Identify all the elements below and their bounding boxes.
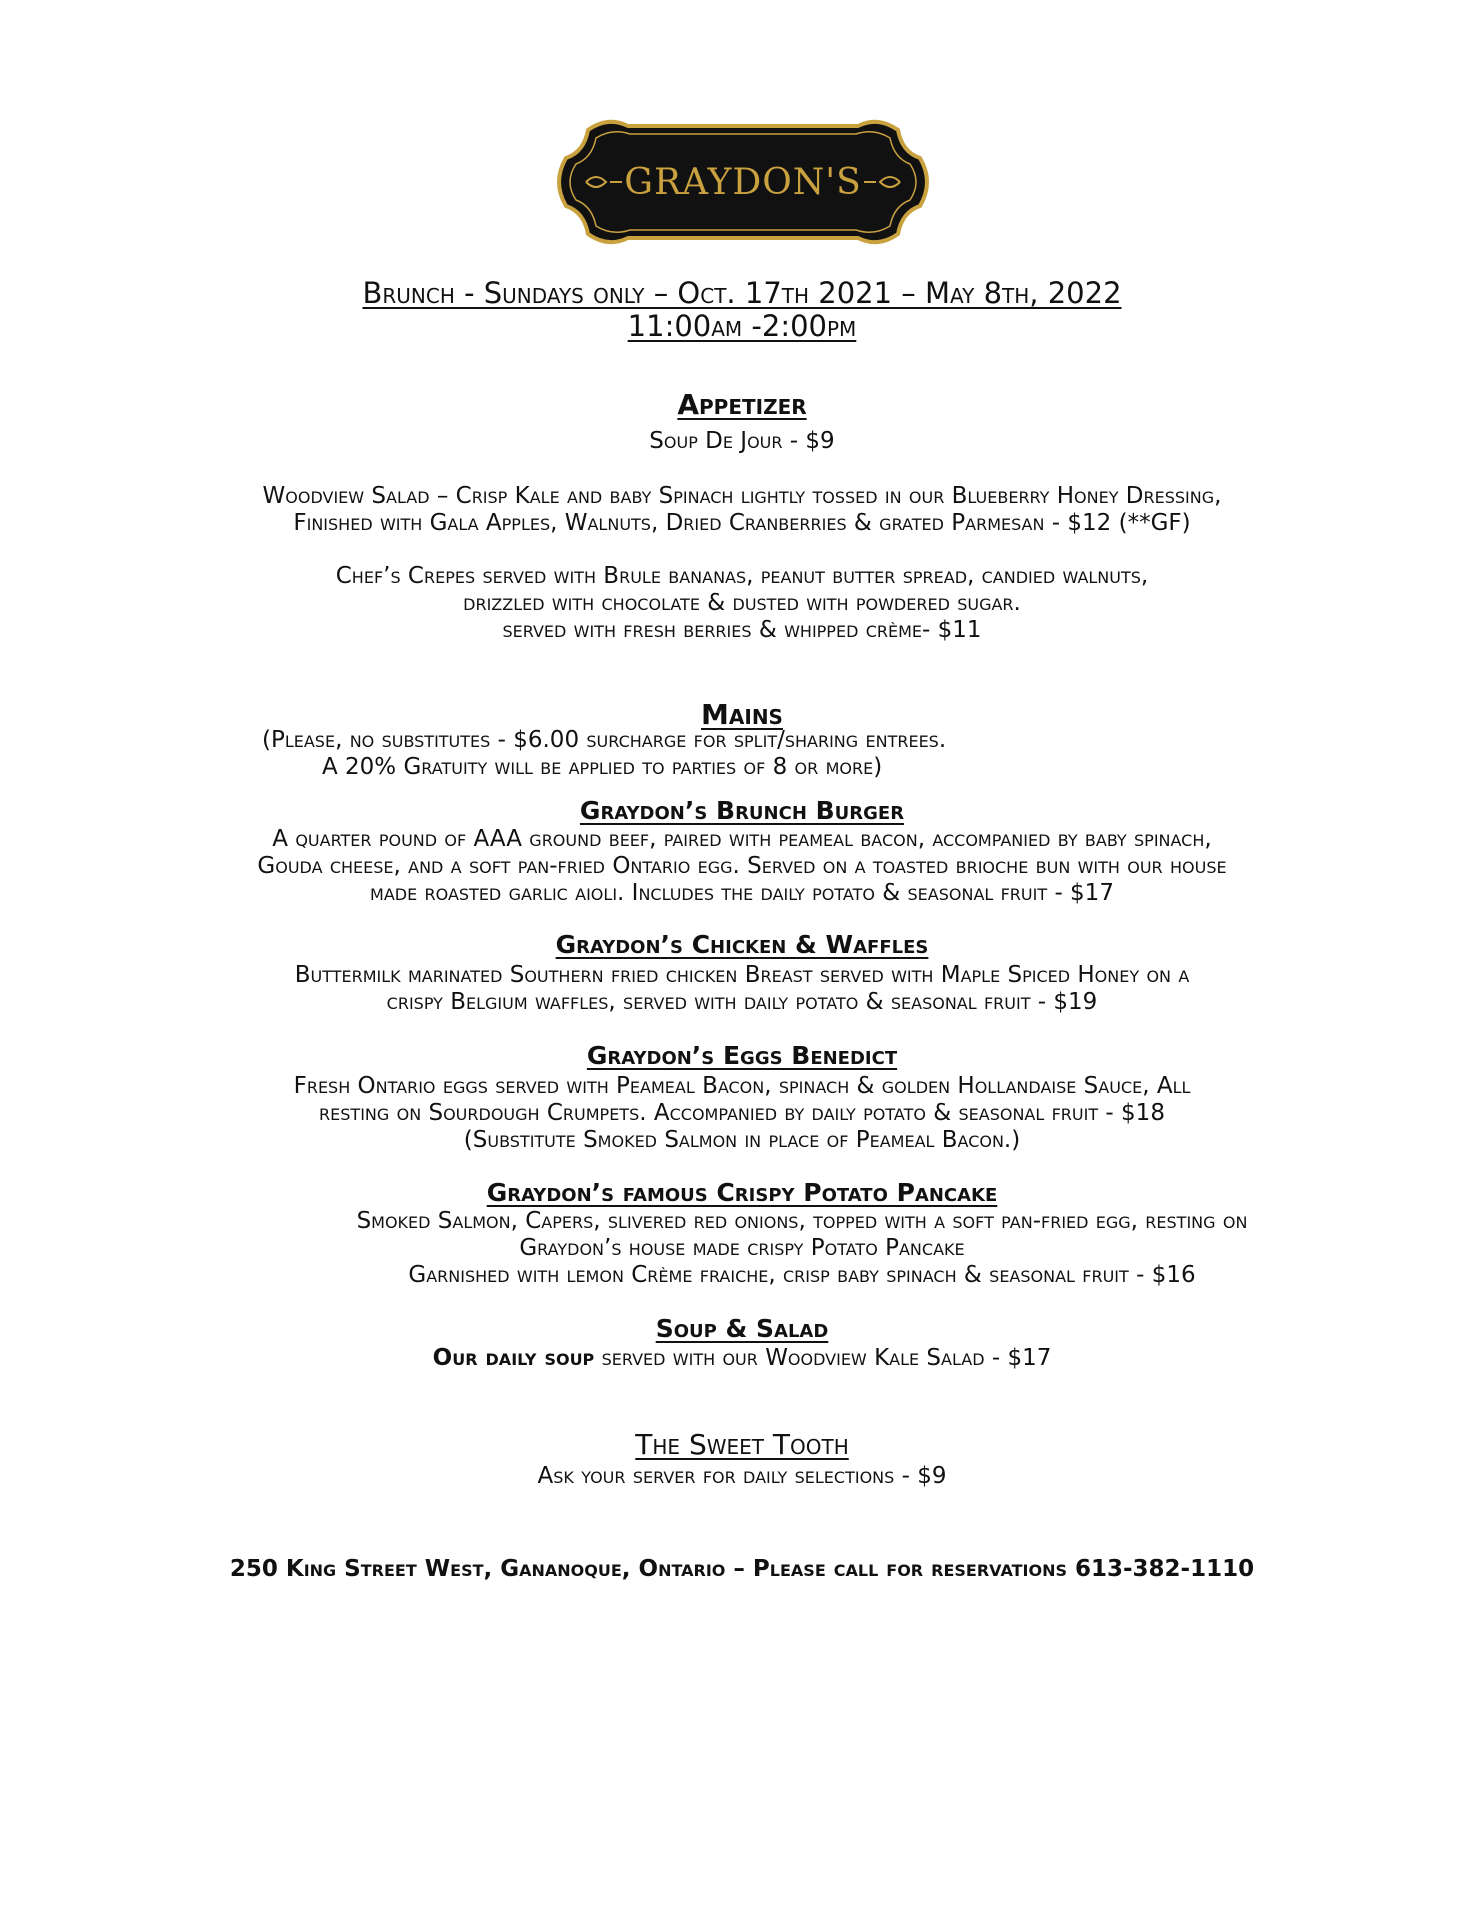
address-reservations-footer: 250 King Street West, Gananoque, Ontario – Please call for reservations 613-382-1110 [229,1556,1255,1582]
potato-pancake-line3: Garnished with lemon Crème fraiche, crisp baby spinach & seasonal fruit - $16 [408,1262,1196,1288]
potato-pancake-line1: Smoked Salmon, Capers, slivered red onions, topped with a soft pan-fried egg, resting on [356,1208,1248,1234]
chicken-waffles-title: Graydon’s Chicken & Waffles [555,930,929,959]
potato-pancake-title: Graydon’s famous Crispy Potato Pancake [486,1178,998,1207]
potato-pancake-line2: Graydon’s house made crispy Potato Pancake [519,1235,965,1261]
mains-note-line2: A 20% Gratuity will be applied to parties of 8 or more) [322,754,883,780]
brunch-dates-heading: Brunch - Sundays only – Oct. 17th 2021 – May 8th, 2022 [362,276,1122,310]
appetizer-section-title: Appetizer [677,388,807,421]
eggs-benedict-title: Graydon’s Eggs Benedict [586,1041,898,1070]
mains-note-line1: (Please, no substitutes - $6.00 surcharge for split/sharing entrees. [262,727,947,753]
chicken-waffles-line1: Buttermilk marinated Southern fried chicken Breast served with Maple Spiced Honey on a [294,962,1190,988]
soup-salad-bold-part: Our daily soup [432,1345,595,1371]
brunch-burger-title: Graydon’s Brunch Burger [579,796,905,825]
chefs-crepes-line2: drizzled with chocolate & dusted with powdered sugar. [463,590,1021,616]
brunch-burger-line1: A quarter pound of AAA ground beef, paired with peameal bacon, accompanied by baby spinach, [272,826,1212,852]
soup-salad-rest: served with our Woodview Kale Salad - $17 [594,1345,1052,1371]
chicken-waffles-line2: crispy Belgium waffles, served with daily potato & seasonal fruit - $19 [386,989,1098,1015]
sweet-tooth-section-title: The Sweet Tooth [635,1428,849,1461]
brunch-burger-line2: Gouda cheese, and a soft pan-fried Ontario egg. Served on a toasted brioche bun with our house [257,853,1227,879]
woodview-salad-line2: Finished with Gala Apples, Walnuts, Dried Cranberries & grated Parmesan - $12 (**GF) [293,510,1191,536]
eggs-benedict-line2: resting on Sourdough Crumpets. Accompanied by daily potato & seasonal fruit - $18 [319,1100,1165,1126]
eggs-benedict-line3: (Substitute Smoked Salmon in place of Peameal Bacon.) [463,1127,1021,1153]
chefs-crepes-line3: served with fresh berries & whipped crème- $11 [502,617,982,643]
soup-salad-description [0,1345,1484,1371]
soup-de-jour-item: Soup De Jour - $9 [649,428,835,454]
sweet-tooth-line1: Ask your server for daily selections - $9 [537,1463,947,1489]
soup-salad-title: Soup & Salad [655,1314,829,1343]
eggs-benedict-line1: Fresh Ontario eggs served with Peameal Bacon, spinach & golden Hollandaise Sauce, All [293,1073,1191,1099]
logo-text: GRAYDON'S [624,161,862,203]
mains-section-title: Mains [701,698,783,731]
woodview-salad-line1: Woodview Salad – Crisp Kale and baby Spinach lightly tossed in our Blueberry Honey Dressing, [262,483,1222,509]
graydons-logo [548,112,938,252]
chefs-crepes-line1: Chef’s Crepes served with Brule bananas, peanut butter spread, candied walnuts, [335,563,1149,589]
brunch-burger-line3: made roasted garlic aioli. Includes the daily potato & seasonal fruit - $17 [370,880,1114,906]
brunch-hours-heading: 11:00am -2:00pm [627,309,857,343]
